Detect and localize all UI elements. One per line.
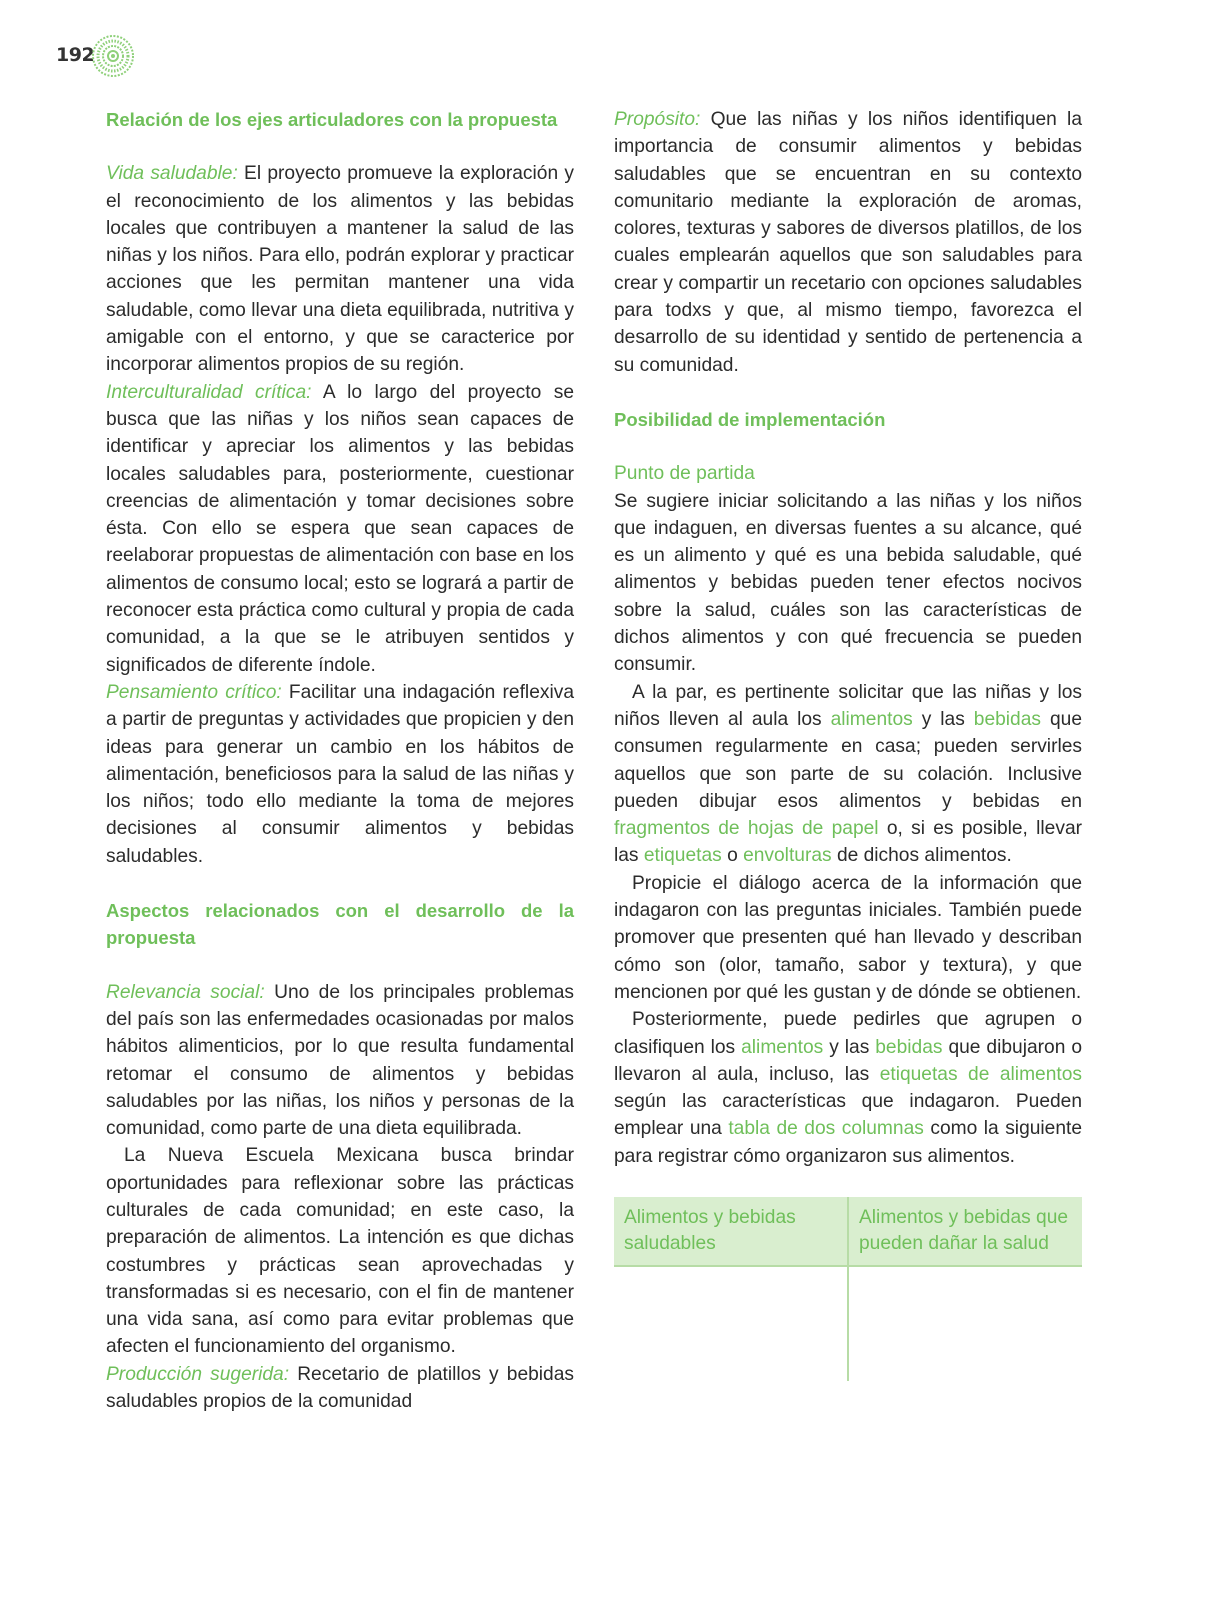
paragraph-pensamiento-critico <box>106 679 574 870</box>
text-pensamiento-critico: Facilitar una indagación reflexiva a partir de preguntas y actividades que propicien y den ideas para generar un cambio en los hábitos de alimentación, beneficiosos para la salud de las niñas y los niños; todo ello mediante la toma de mejores decisiones al consumir alimentos y bebidas saludables. <box>106 681 574 867</box>
table-header-pueden-danar: Alimentos y bebidas que pueden dañar la salud <box>848 1197 1082 1266</box>
term-alimentos: alimentos <box>741 1036 824 1058</box>
table-row <box>614 1266 1082 1381</box>
text-interculturalidad: A lo largo del proyecto se busca que las niñas y los niños sean capaces de identificar y apreciar los alimentos y las bebidas locales saludables para, posteriormente, cuestionar creencias de alimentación y tomar decisiones sobre ésta. Con ello se espera que sean capaces de reelaborar propuestas de alimentación con base en los alimentos de consumo local; esto se logrará a partir de reconocer esta práctica como cultural y propia de cada comunidad, a la que se le atribuyen sentidos y significados de diferente índole. <box>106 381 575 676</box>
text-segment: como la siguiente para registrar cómo organizaron sus alimentos. <box>614 1118 1083 1167</box>
term-etiquetas-de-alimentos: etiquetas de alimentos <box>879 1063 1082 1085</box>
paragraph-punto-partida-2 <box>614 679 1082 870</box>
text-segment: Posteriormente, puede pedirles que agrupen o clasifiquen los <box>614 1009 1082 1058</box>
paragraph-interculturalidad <box>106 379 574 679</box>
text-segment: o, si es posible, llevar las <box>614 818 1083 867</box>
term-fragmentos-de-hojas: fragmentos de hojas de papel <box>614 818 879 840</box>
table-cell-pueden-danar <box>848 1266 1082 1381</box>
subheading-punto-de-partida: Punto de partida <box>614 463 755 485</box>
term-envolturas: envolturas <box>743 845 832 867</box>
text-segment: o <box>721 845 744 867</box>
paragraph-nueva-escuela: La Nueva Escuela Mexicana busca brindar oportunidades para reflexionar sobre las prácticas culturales de cada comunidad; en este caso, la preparación de alimentos. La intención es que dichas costumbres y prácticas sean aprovechadas y transformadas si es necesario, con el fin de mantener una vida sana, así como para evitar problemas que afecten el funcionamiento del organismo. <box>106 1145 574 1358</box>
text-produccion-sugerida: Recetario de platillos y bebidas saludables propios de la comunidad <box>106 1363 574 1413</box>
text-relevancia-social: Uno de los principales problemas del país son las enfermedades ocasionadas por malos hábitos alimenticios, por lo que resulta fundamental retomar el consumo de alimentos y bebidas saludables por las niñas, los niños y personas de la comunidad, como parte de una dieta equilibrada. <box>106 981 574 1140</box>
term-bebidas: bebidas <box>875 1036 943 1058</box>
page-number: 192 <box>56 44 95 66</box>
label-pensamiento-critico: Pensamiento crítico: <box>106 681 282 703</box>
text-segment: según las características que indagaron. Pueden emplear una <box>614 1091 1082 1140</box>
text-segment: que consumen regularmente en casa; pueden servirles aquellos que son parte de su colación. Inclusive pueden dibujar esos alimentos y bebidas en <box>614 708 1082 812</box>
heading-posibilidad-implementacion: Posibilidad de implementación <box>614 408 886 430</box>
paragraph-punto-partida-1: Se sugiere iniciar solicitando a las niñas y los niños que indaguen, en diversas fuentes a su alcance, qué es un alimento y qué es una bebida saludable, qué alimentos y bebidas pueden tener efectos nocivos sobre la salud, cuáles son las características de dichos alimentos y con qué frecuencia se pueden consumir. <box>614 490 1082 676</box>
table-header-saludables: Alimentos y bebidas saludables <box>614 1197 848 1266</box>
label-vida-saludable: Vida saludable: <box>106 163 238 185</box>
paragraph-produccion-sugerida <box>106 1361 574 1416</box>
label-proposito: Propósito: <box>614 109 701 130</box>
text-segment: A la par, es pertinente solicitar que las niñas y los niños lleven al aula los <box>614 681 1082 730</box>
text-segment: de dichos alimentos. <box>831 845 1012 867</box>
paragraph-punto-partida-4 <box>614 1006 1082 1170</box>
right-column <box>614 106 1082 1381</box>
paragraph-vida-saludable <box>106 160 574 378</box>
table-cell-saludables <box>614 1266 848 1381</box>
label-produccion-sugerida: Producción sugerida: <box>106 1363 290 1385</box>
term-etiquetas: etiquetas <box>643 845 722 867</box>
heading-ejes-articuladores: Relación de los ejes articuladores con la propuesta <box>106 109 558 130</box>
label-relevancia-social: Relevancia social: <box>106 981 265 1003</box>
paragraph-proposito <box>614 106 1082 379</box>
text-vida-saludable: El proyecto promueve la exploración y el reconocimiento de los alimentos y las bebidas locales que contribuyen a mantener la salud de las niñas y los niños. Para ello, podrán explorar y practicar acciones que les permitan mantener una vida saludable, como llevar una dieta equilibrada, nutritiva y amigable con el entorno, y que se caracterice por incorporar alimentos propios de su región. <box>106 163 574 376</box>
left-column <box>106 106 574 1415</box>
classification-table <box>614 1197 1082 1381</box>
text-segment: que dibujaron o llevaron al aula, incluso, las <box>614 1036 1082 1085</box>
term-tabla-dos-columnas: tabla de dos columnas <box>728 1118 924 1140</box>
heading-aspectos-relacionados: Aspectos relacionados con el desarrollo de la propuesta <box>106 900 574 949</box>
text-proposito: Que las niñas y los niños identifiquen la importancia de consumir alimentos y bebidas saludables que se encuentran en su contexto comunitario mediante la exploración de aromas, colores, texturas y sabores de diversos platillos, de los cuales emplearán aquellos que son saludables para crear y compartir un recetario con opciones saludables para todxs y que, al mismo tiempo, favorezca el desarrollo de su identidad y sentido de pertenencia a su comunidad. <box>614 109 1082 376</box>
term-bebidas: bebidas <box>973 708 1041 730</box>
paragraph-relevancia-social <box>106 979 574 1143</box>
paragraph-punto-partida-3: Propicie el diálogo acerca de la información que indagaron con las preguntas iniciales. También puede promover que presenten qué han llevado y describan cómo son (olor, tamaño, sabor y textura), y que mencionen por qué les gustan y de dónde se obtienen. <box>614 872 1082 1003</box>
term-alimentos: alimentos <box>830 708 913 730</box>
table-header-row <box>614 1197 1082 1266</box>
sun-emblem-icon <box>92 35 134 77</box>
text-segment: y las <box>912 708 974 730</box>
text-segment: y las <box>823 1036 876 1058</box>
label-interculturalidad: Interculturalidad crítica: <box>106 381 312 403</box>
